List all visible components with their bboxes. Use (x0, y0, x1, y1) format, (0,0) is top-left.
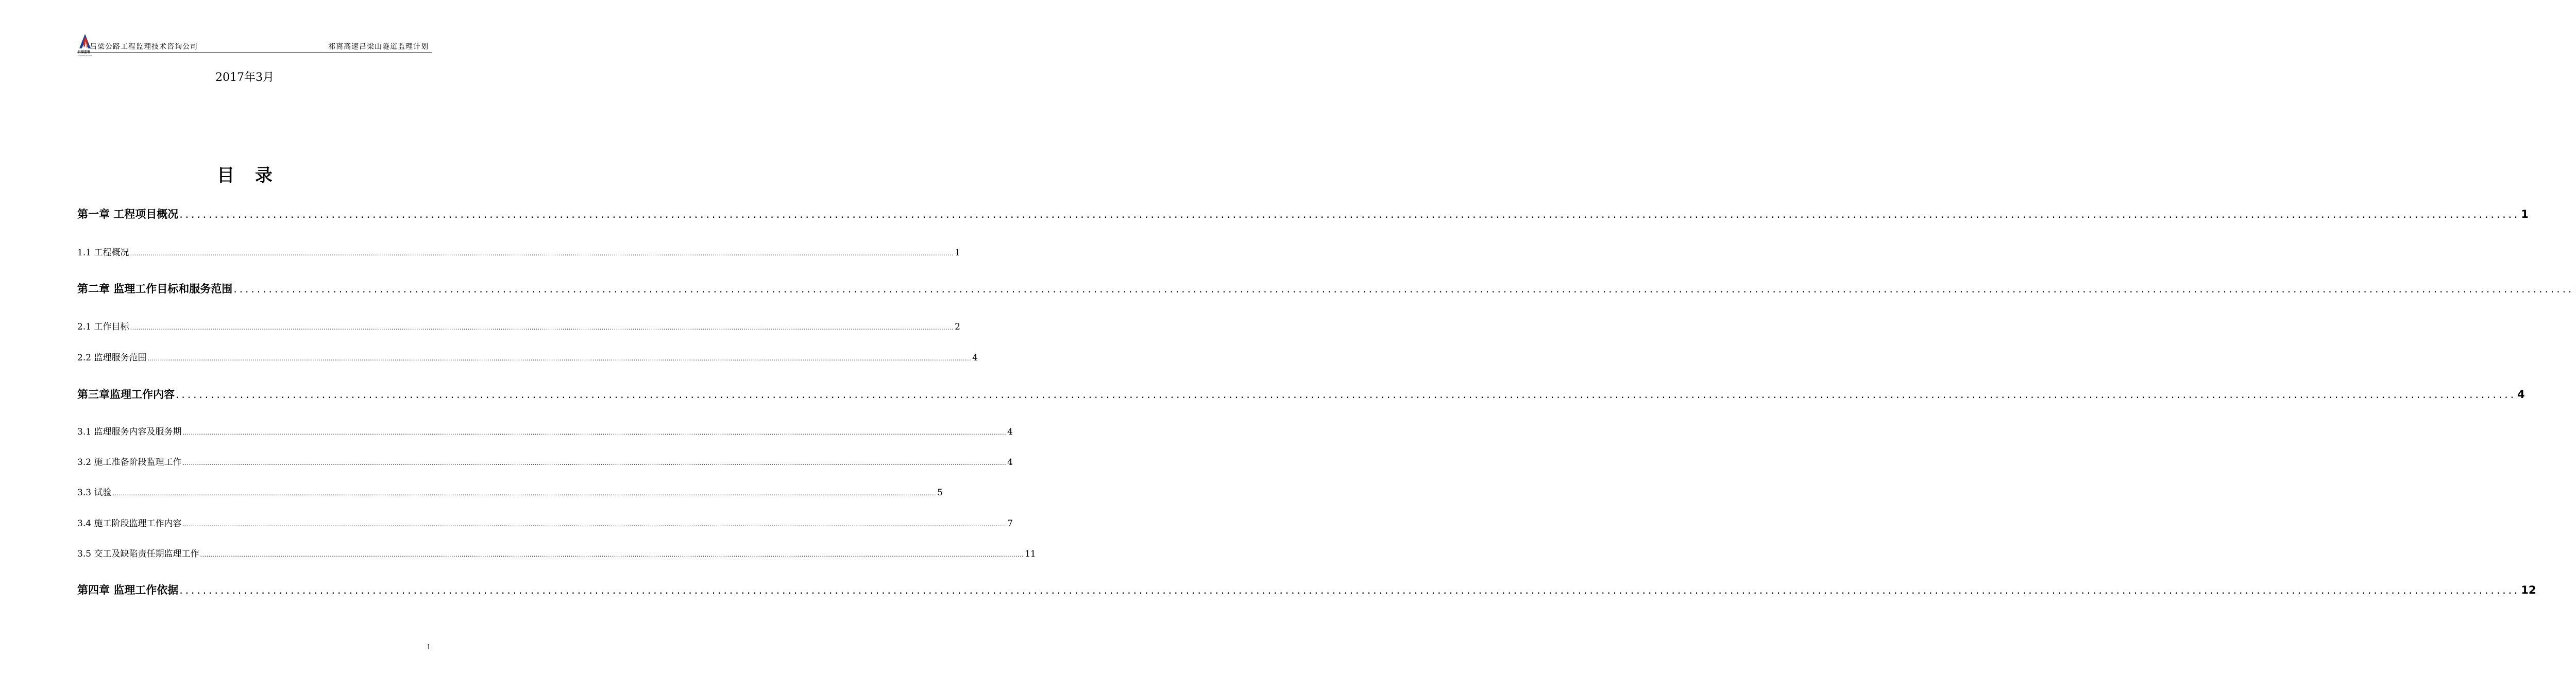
toc-entry-label: 第二章 监理工作目标和服务范围 (77, 283, 233, 295)
toc-entry[interactable] (77, 485, 943, 498)
toc-leader: ................................................................................................................................................................................................................................................................................................................................................................................................................ (112, 490, 937, 497)
toc-leader: ................................................................................................................................................................................................................................................................................................................................................................................................................ (200, 551, 1024, 558)
toc-entry[interactable] (77, 516, 1013, 529)
toc-entry-page: 4 (972, 353, 978, 363)
toc-entry-page: 1 (955, 248, 960, 258)
logo-subtext: LV LIANG JIAN LI (78, 55, 92, 57)
company-name: 吕梁公路工程监理技术咨询公司 (90, 43, 198, 51)
toc-entry-page: 4 (2517, 388, 2525, 401)
toc-leader: ................................................................................................................................................................................................................................................................................................................................................................................................................ (147, 355, 972, 362)
toc-entry-label: 2.2 监理服务范围 (77, 353, 147, 363)
toc-entry[interactable] (77, 455, 1013, 468)
toc-entry-label: 第一章 工程项目概况 (77, 208, 179, 220)
toc-entry-page: 1 (2521, 208, 2529, 220)
toc-entry[interactable] (77, 319, 960, 332)
toc-leader: ................................................................................................................................................................................................................................................................................................................................................................................................................ (179, 208, 2520, 220)
toc-entry[interactable] (77, 245, 960, 258)
toc-entry-page: 12 (2521, 584, 2536, 596)
toc-entry-label: 3.5 交工及缺陷责任期监理工作 (77, 549, 199, 559)
toc-entry-page: 4 (1007, 427, 1013, 437)
toc-leader: ................................................................................................................................................................................................................................................................................................................................................................................................................ (130, 324, 954, 331)
toc-entry-label: 3.3 试验 (77, 488, 112, 498)
toc-entry[interactable] (77, 582, 2536, 597)
toc-entry-label: 3.4 施工阶段监理工作内容 (77, 518, 182, 529)
toc-entry-page: 5 (937, 488, 943, 498)
toc-entry-page: 11 (1025, 549, 1036, 559)
logo-text: 吕梁监理 (78, 50, 91, 54)
toc-entry-label: 2.1 工作目标 (77, 322, 129, 332)
toc-entry[interactable] (77, 350, 978, 363)
toc-leader: ................................................................................................................................................................................................................................................................................................................................................................................................................ (176, 388, 2516, 401)
toc-entry-page: 4 (1007, 457, 1013, 468)
toc-leader: ................................................................................................................................................................................................................................................................................................................................................................................................................ (233, 283, 2574, 295)
toc-leader: ................................................................................................................................................................................................................................................................................................................................................................................................................ (182, 429, 1007, 436)
toc-entry-label: 3.2 施工准备阶段监理工作 (77, 457, 182, 468)
toc-leader: ................................................................................................................................................................................................................................................................................................................................................................................................................ (182, 521, 1007, 528)
toc-entry[interactable] (77, 386, 2525, 402)
toc-title: 目 录 (217, 165, 280, 186)
project-name: 祁离高速吕梁山隧道监理计划 (328, 43, 429, 51)
toc-leader: ................................................................................................................................................................................................................................................................................................................................................................................................................ (179, 584, 2520, 596)
page-header (77, 33, 432, 57)
toc-entry-label: 3.1 监理服务内容及服务期 (77, 427, 182, 437)
document-date: 2017年3月 (215, 71, 274, 84)
toc-entry[interactable] (77, 206, 2529, 221)
page-number: 1 (427, 644, 431, 651)
toc-entry-page: 7 (1007, 518, 1013, 529)
toc-entry[interactable] (77, 281, 2574, 296)
toc-leader: ................................................................................................................................................................................................................................................................................................................................................................................................................ (182, 460, 1007, 466)
toc-entry-page: 2 (955, 322, 960, 332)
toc-entry-label: 1.1 工程概况 (77, 248, 129, 258)
toc-entry[interactable] (77, 546, 1036, 559)
toc-leader: ................................................................................................................................................................................................................................................................................................................................................................................................................ (130, 250, 954, 257)
toc-entry[interactable] (77, 424, 1013, 437)
toc-entry-label: 第四章 监理工作依据 (77, 584, 179, 596)
toc-entry-label: 第三章监理工作内容 (77, 388, 175, 401)
